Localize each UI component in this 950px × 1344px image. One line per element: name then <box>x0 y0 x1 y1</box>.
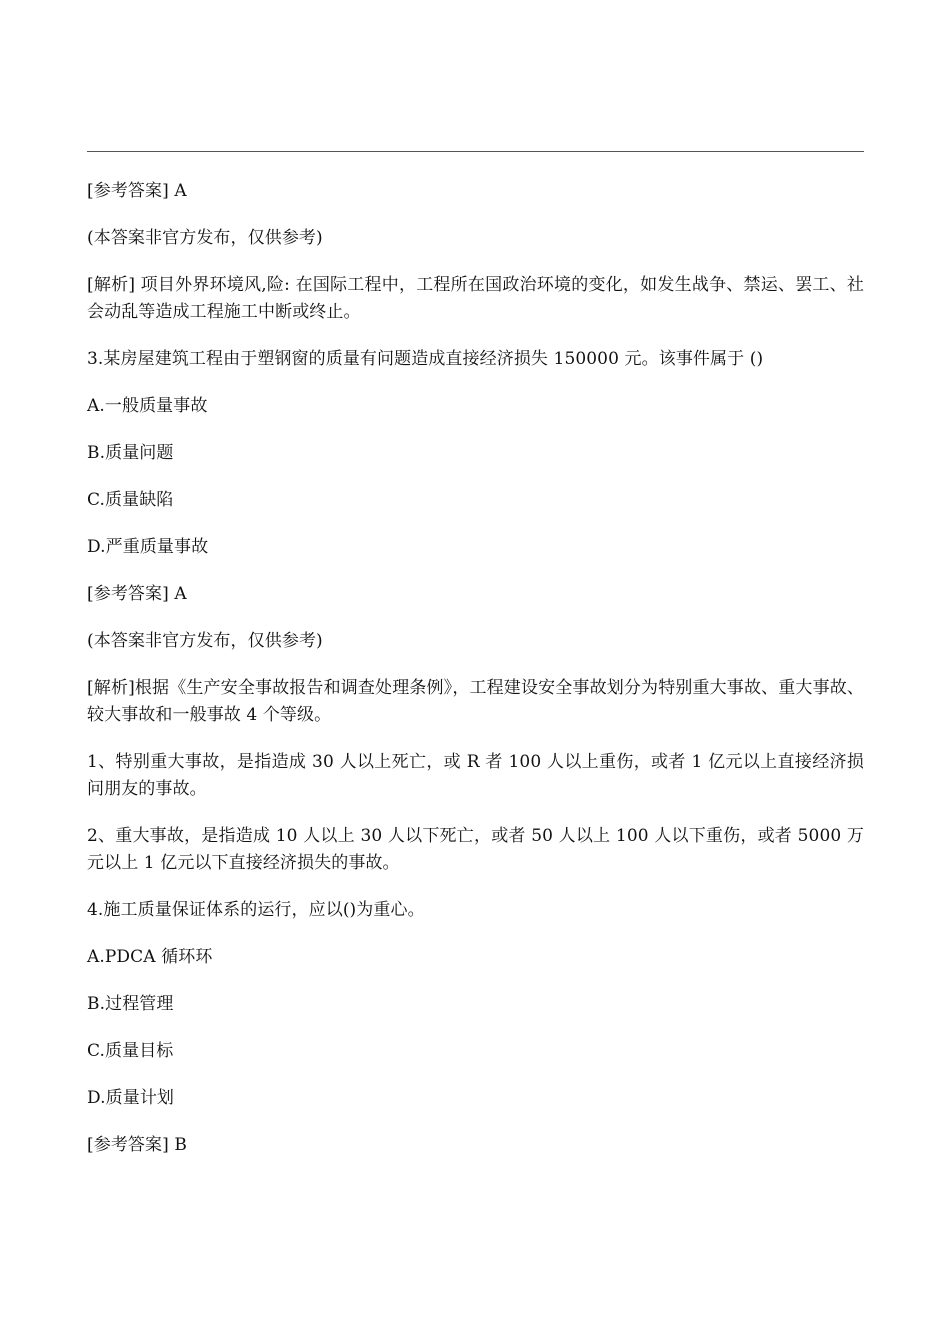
option-b: B.过程管理 <box>87 994 174 1014</box>
analysis-point-1: 1、特别重大事故，是指造成 30 人以上死亡，或 R 者 100 人以上重伤，或者 1 亿元以上直接经济损问朋友的事故。 <box>87 752 864 799</box>
question-3: 3.某房屋建筑工程由于塑钢窗的质量有问题造成直接经济损失 150000 元。该事件属于 () <box>87 349 764 369</box>
disclaimer-note: (本答案非官方发布，仅供参考) <box>87 228 323 248</box>
option-b: B.质量问题 <box>87 443 174 463</box>
option-a: A.PDCA 循环环 <box>87 947 213 967</box>
analysis-paragraph: [解析] 项目外界环境风,险: 在国际工程中，工程所在国政治环境的变化，如发生战争、禁运、罢工、社会动乱等造成工程施工中断或终止。 <box>87 275 864 322</box>
analysis-paragraph: [解析]根据《生产安全事故报告和调查处理条例》，工程建设安全事故划分为特别重大事故、重大事故、较大事故和一般事故 4 个等级。 <box>87 678 864 725</box>
answer-label: [参考答案] A <box>87 181 187 201</box>
option-c: C.质量目标 <box>87 1041 174 1061</box>
document-body <box>87 178 864 1179</box>
analysis-point-2: 2、重大事故，是指造成 10 人以上 30 人以下死亡，或者 50 人以上 100 人以下重伤，或者 5000 万元以上 1 亿元以下直接经济损失的事故。 <box>87 826 864 873</box>
option-a: A.一般质量事故 <box>87 396 208 416</box>
answer-label: [参考答案] A <box>87 584 187 604</box>
answer-label: [参考答案] B <box>87 1135 187 1155</box>
option-c: C.质量缺陷 <box>87 490 174 510</box>
header-rule <box>87 151 864 152</box>
option-d: D.严重质量事故 <box>87 537 209 557</box>
question-4: 4.施工质量保证体系的运行，应以()为重心。 <box>87 900 425 920</box>
disclaimer-note: (本答案非官方发布，仅供参考) <box>87 631 323 651</box>
document-page <box>87 0 864 1344</box>
option-d: D.质量计划 <box>87 1088 175 1108</box>
